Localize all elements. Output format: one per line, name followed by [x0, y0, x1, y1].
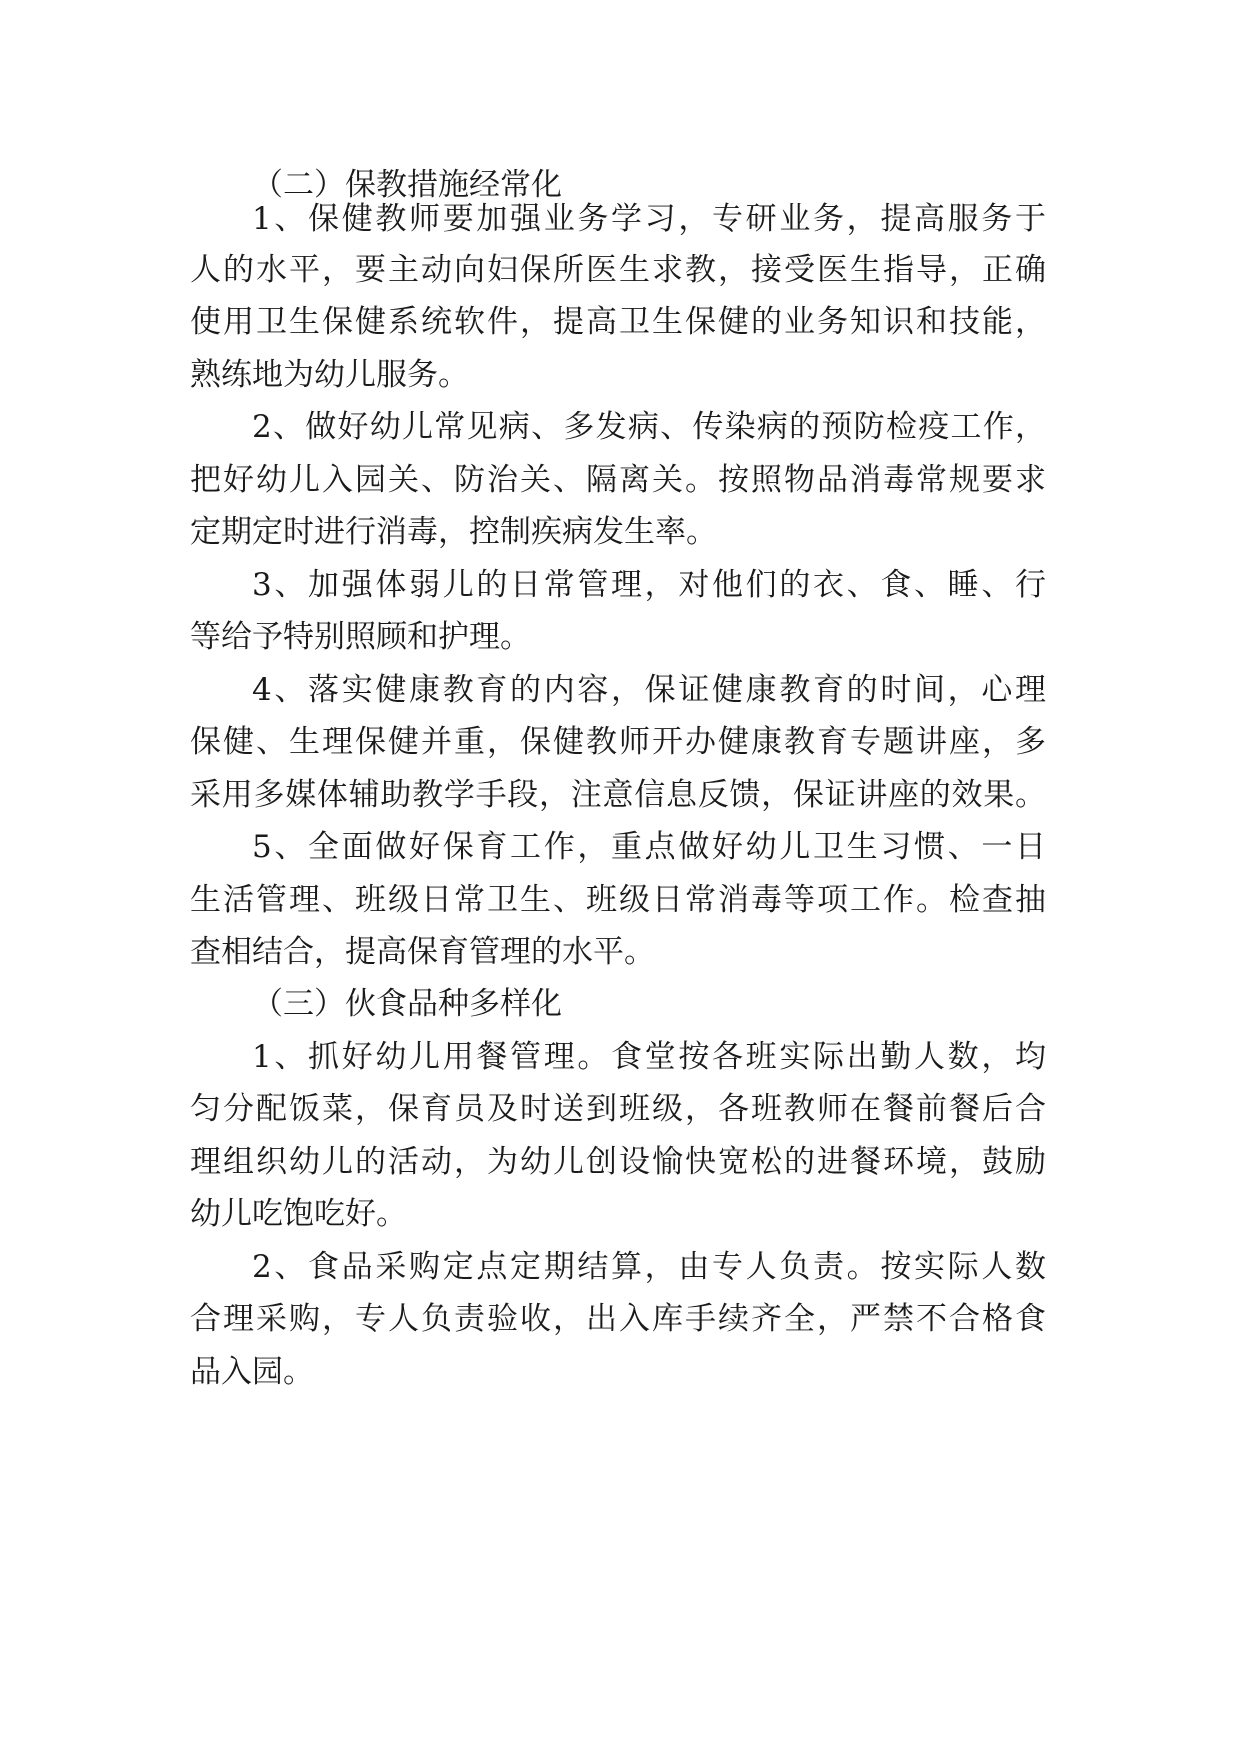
paragraph-line: 把好幼儿入园关、防治关、隔离关。按照物品消毒常规要求	[190, 462, 1046, 498]
paragraph-line: 生活管理、班级日常卫生、班级日常消毒等项工作。检查抽	[190, 882, 1046, 918]
paragraph-line: 5、全面做好保育工作，重点做好幼儿卫生习惯、一日	[252, 829, 1046, 865]
paragraph-line: 4、落实健康教育的内容，保证健康教育的时间，心理	[252, 672, 1046, 708]
paragraph-line: 1、保健教师要加强业务学习，专研业务，提高服务于	[252, 201, 1046, 237]
paragraph-line: 查相结合，提高保育管理的水平。	[190, 934, 655, 970]
paragraph-line: 1、抓好幼儿用餐管理。食堂按各班实际出勤人数，均	[252, 1039, 1046, 1075]
paragraph-line: 品入园。	[190, 1354, 314, 1390]
paragraph-line: 等给予特别照顾和护理。	[190, 619, 531, 655]
section-heading-3: （三）伙食品种多样化	[252, 986, 562, 1022]
paragraph-line: 匀分配饭菜，保育员及时送到班级，各班教师在餐前餐后合	[190, 1091, 1046, 1127]
section-heading-2: （二）保教措施经常化	[252, 167, 562, 203]
paragraph-line: 2、食品采购定点定期结算，由专人负责。按实际人数	[252, 1249, 1046, 1285]
paragraph-line: 2、做好幼儿常见病、多发病、传染病的预防检疫工作，	[252, 409, 1046, 445]
paragraph-line: 人的水平，要主动向妇保所医生求教，接受医生指导，正确	[190, 252, 1046, 288]
paragraph-line: 采用多媒体辅助教学手段，注意信息反馈，保证讲座的效果。	[190, 777, 1046, 813]
paragraph-line: 熟练地为幼儿服务。	[190, 357, 469, 393]
paragraph-line: 理组织幼儿的活动，为幼儿创设愉快宽松的进餐环境，鼓励	[190, 1144, 1046, 1180]
paragraph-line: 定期定时进行消毒，控制疾病发生率。	[190, 514, 717, 550]
paragraph-line: 合理采购，专人负责验收，出入库手续齐全，严禁不合格食	[190, 1301, 1046, 1337]
paragraph-line: 3、加强体弱儿的日常管理，对他们的衣、食、睡、行	[252, 567, 1046, 603]
paragraph-line: 保健、生理保健并重，保健教师开办健康教育专题讲座，多	[190, 724, 1046, 760]
paragraph-line: 幼儿吃饱吃好。	[190, 1196, 407, 1232]
paragraph-line: 使用卫生保健系统软件，提高卫生保健的业务知识和技能，	[190, 304, 1046, 340]
